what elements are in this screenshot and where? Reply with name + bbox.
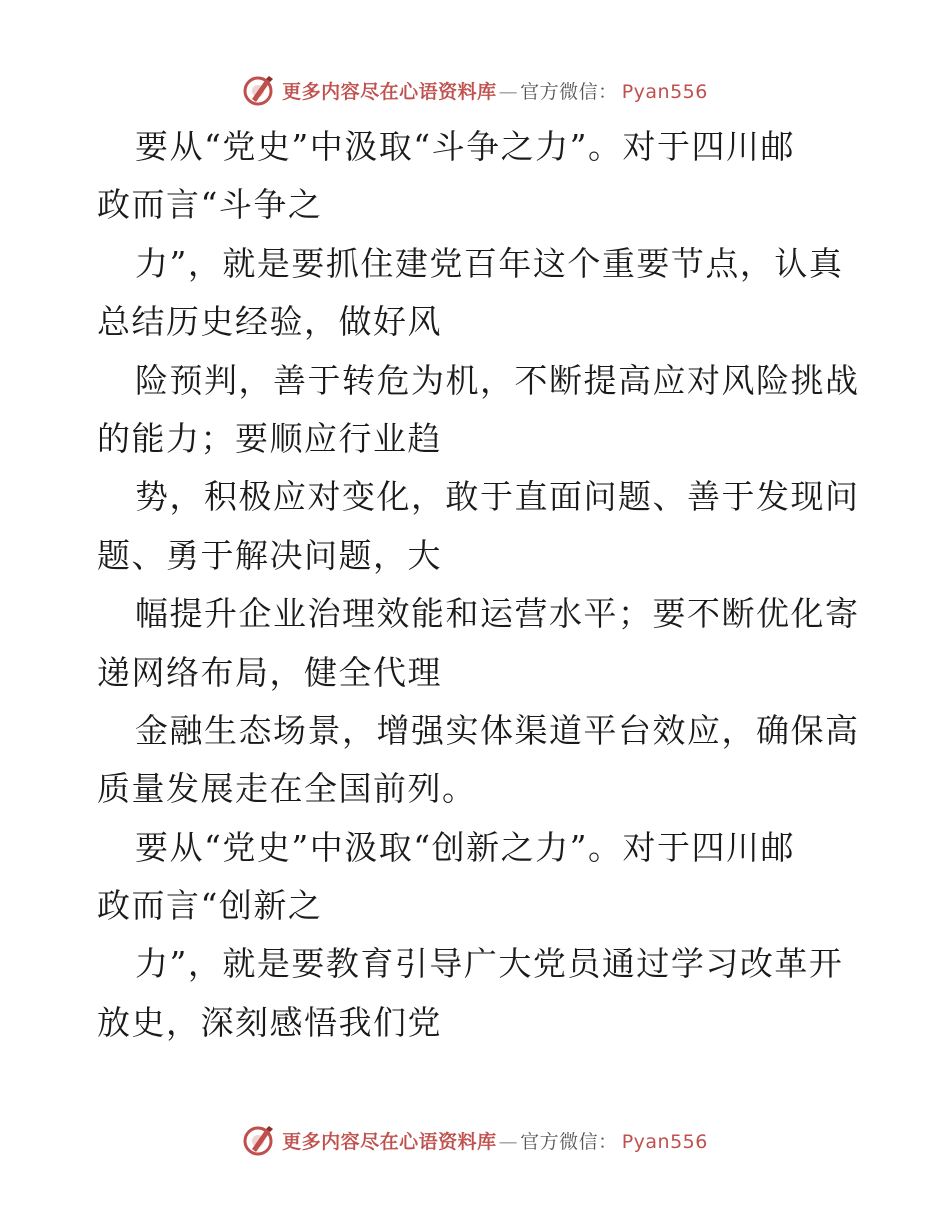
fountain-pen-logo-icon (242, 73, 276, 107)
document-body (97, 118, 860, 1052)
footer-banner-wechat-label: 官方微信： (520, 1130, 618, 1153)
header-banner-lead: 更多内容尽在心语资料库 (282, 80, 497, 103)
body-line: 政而言“创新之 (97, 886, 323, 926)
body-line: 的能力；要顺应行业趋 (97, 418, 442, 458)
body-line: 力”，就是要抓住建党百年这个重要节点，认真 (135, 243, 844, 283)
header-banner (0, 70, 950, 110)
fountain-pen-logo-icon (242, 1123, 276, 1157)
footer-banner-wechat-id: Pyan556 (621, 1130, 708, 1153)
body-line: 险预判，善于转危为机，不断提高应对风险挑战 (135, 360, 860, 400)
body-line: 题、勇于解决问题，大 (97, 535, 442, 575)
body-line: 势，积极应对变化，敢于直面问题、善于发现问 (135, 477, 860, 517)
body-line: 放史，深刻感悟我们党 (97, 1002, 442, 1042)
body-line: 递网络布局，健全代理 (97, 652, 442, 692)
body-line: 力”，就是要教育引导广大党员通过学习改革开 (135, 944, 844, 984)
header-banner-wechat-id: Pyan556 (621, 80, 708, 103)
header-banner-dash: — (498, 80, 519, 103)
footer-banner-text (282, 1127, 708, 1154)
footer-banner-lead: 更多内容尽在心语资料库 (282, 1130, 497, 1153)
body-line: 政而言“斗争之 (97, 185, 323, 225)
header-banner-wechat-label: 官方微信： (520, 80, 618, 103)
body-line: 要从“党史”中汲取“创新之力”。对于四川邮 (135, 827, 795, 867)
body-line: 总结历史经验，做好风 (97, 302, 442, 342)
body-line: 要从“党史”中汲取“斗争之力”。对于四川邮 (135, 127, 795, 166)
body-line: 幅提升企业治理效能和运营水平；要不断优化寄 (135, 594, 860, 634)
footer-banner-dash: — (498, 1130, 519, 1153)
body-line: 质量发展走在全国前列。 (97, 769, 477, 809)
footer-banner (0, 1120, 950, 1160)
header-banner-text (282, 77, 708, 104)
body-line: 金融生态场景，增强实体渠道平台效应，确保高 (135, 710, 860, 750)
